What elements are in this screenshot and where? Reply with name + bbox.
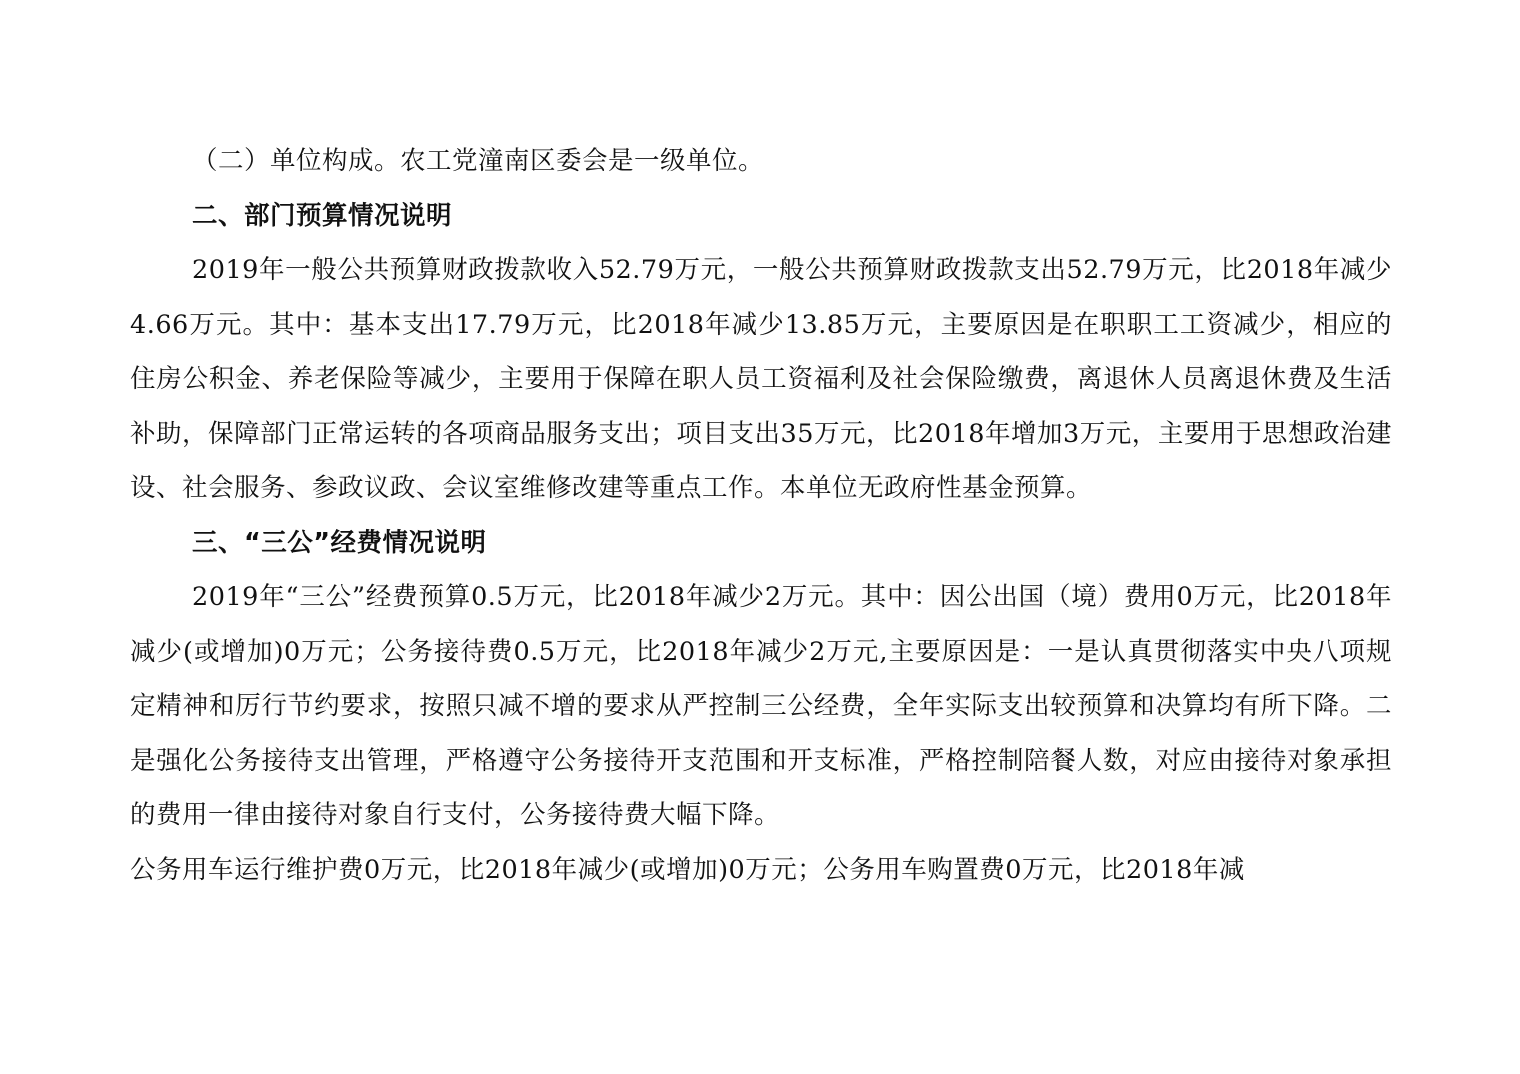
heading-department-budget: 二、部门预算情况说明 (192, 200, 453, 231)
heading-three-public-expenses: 三、“三公”经费情况说明 (192, 527, 487, 558)
paragraph-unit-composition: （二）单位构成。农工党潼南区委会是一级单位。 (192, 146, 765, 176)
paragraph-vehicle-expenses: 公务用车运行维护费0万元，比2018年减少(或增加)0万元；公务用车购置费0万元，比2018年减 (130, 854, 1245, 885)
paragraph-budget-description: 2019年一般公共预算财政拨款收入52.79万元，一般公共预算财政拨款支出52.79万元，比2018年减少4.66万元。其中：基本支出17.79万元，比2018年减少13.85万元，主要原因是在职职工工资减少，相应的住房公积金、养老保险等减少，主要用于保障在职人员工资福利及社会保险缴费，离退休人员离退休费及生活补助，保障部门正常运转的各项商品服务支出；项目支出35万元，比2018年增加3万元，主要用于思想政治建设、社会服务、参政议政、会议室维修改建等重点工作。本单位无政府性基金预算。 (130, 255, 1392, 503)
paragraph-three-public-description: 2019年“三公”经费预算0.5万元，比2018年减少2万元。其中：因公出国（境）费用0万元，比2018年减少(或增加)0万元；公务接待费0.5万元，比2018年减少2万元,主要原因是：一是认真贯彻落实中央八项规定精神和厉行节约要求，按照只减不增的要求从严控制三公经费，全年实际支出较预算和决算均有所下降。二是强化公务接待支出管理，严格遵守公务接待开支范围和开支标准，严格控制陪餐人数，对应由接待对象承担的费用一律由接待对象自行支付，公务接待费大幅下降。 (130, 582, 1392, 830)
document-body (130, 134, 1392, 897)
